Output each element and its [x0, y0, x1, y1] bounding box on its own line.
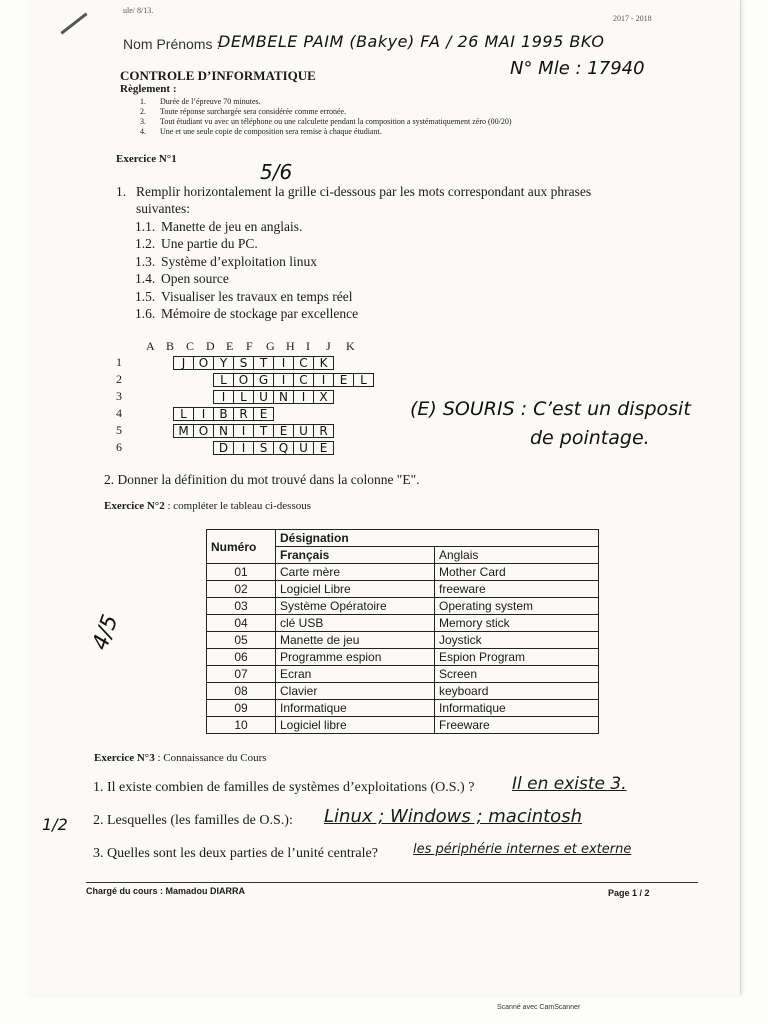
grid-cell: Q	[273, 441, 294, 455]
grid-cell: L	[213, 373, 234, 387]
cell-fr: Programme espion	[276, 649, 435, 666]
grid-row-number: 1	[116, 355, 122, 369]
grid-cell: T	[253, 424, 274, 438]
reglement-item-1: 1. Durée de l’épreuve 70 minutes.	[140, 97, 261, 106]
cell-num: 05	[207, 632, 276, 649]
grid-cell: E	[273, 424, 294, 438]
ex2-title: Exercice N°2	[104, 500, 165, 512]
vocab-table	[206, 529, 599, 734]
grid-cell: G	[253, 373, 274, 387]
cell-num: 06	[207, 649, 276, 666]
ex1-item-5: 1.5. Visualiser les travaux en temps réel	[135, 289, 353, 304]
ex1-item-4: 1.4. Open source	[135, 271, 229, 286]
cell-num: 02	[207, 581, 276, 598]
table-row	[207, 666, 599, 683]
grid-cell: I	[273, 356, 294, 370]
footer-divider	[86, 882, 698, 883]
cell-en: keyboard	[435, 683, 599, 700]
grid-column-label: G	[266, 339, 275, 353]
table-row	[207, 615, 599, 632]
cell-fr: Manette de jeu	[276, 632, 435, 649]
grid-column-label: A	[146, 339, 155, 353]
grid-cell: N	[273, 390, 294, 404]
table-row	[207, 598, 599, 615]
grid-cell: I	[193, 407, 214, 421]
name-value: DEMBELE PAIM (Bakye) FA / 26 MAI 1995 BKO	[218, 32, 605, 51]
ex1-grade: 5/6	[260, 160, 293, 184]
cell-num: 08	[207, 683, 276, 700]
cell-num: 03	[207, 598, 276, 615]
reglement-item-3: 3. Tout étudiant vu avec un téléphone ou une calculette pendant la composition a systématiquement zéro (00/20)	[140, 117, 512, 126]
cell-en: freeware	[435, 581, 599, 598]
grid-cell: U	[253, 390, 274, 404]
footer-charge: Chargé du cours : Mamadou DIARRA	[86, 886, 246, 896]
cell-en: Joystick	[435, 632, 599, 649]
grid-row-number: 2	[116, 372, 122, 386]
grid-cell: S	[253, 441, 274, 455]
grid-cell: D	[213, 441, 234, 455]
grid-cell: T	[253, 356, 274, 370]
cell-en: Operating system	[435, 598, 599, 615]
grid-cell: R	[233, 407, 254, 421]
table-row	[207, 649, 599, 666]
grid-column-label: J	[326, 339, 331, 353]
ex1-item-3: 1.3. Système d’exploitation linux	[135, 254, 317, 269]
grid-cell: S	[233, 356, 254, 370]
grid-row	[214, 441, 334, 455]
table-row	[207, 632, 599, 649]
cell-fr: clé USB	[276, 615, 435, 632]
ex3-q3: 3. Quelles sont les deux parties de l’unité centrale?	[93, 846, 378, 861]
grid-row	[174, 424, 334, 438]
grid-row-number: 5	[116, 423, 122, 437]
cell-fr: Informatique	[276, 700, 435, 717]
reglement-label: Règlement :	[120, 83, 177, 95]
vocab-table-body	[207, 564, 599, 734]
ex2-margin-grade: 4/5	[87, 611, 124, 654]
grid-cell: O	[193, 356, 214, 370]
table-header-row	[207, 530, 599, 547]
matricule-value: N° Mle : 17940	[510, 58, 645, 79]
grid-cell: O	[193, 424, 214, 438]
grid-cell: N	[213, 424, 234, 438]
grid-cell: I	[233, 441, 254, 455]
table-row	[207, 683, 599, 700]
ex3-title: Exercice N°3	[94, 752, 155, 764]
cell-num: 01	[207, 564, 276, 581]
reglement-item-4: 4. Une et une seule copie de composition sera remise à chaque étudiant.	[140, 127, 382, 136]
cell-fr: Ecran	[276, 666, 435, 683]
grid-cell: U	[293, 441, 314, 455]
table-row	[207, 700, 599, 717]
cell-en: Informatique	[435, 700, 599, 717]
ex1-q1: 1. Remplir horizontalement la grille ci-dessous par les mots correspondant aux phrases	[116, 184, 592, 199]
ex1-item-6: 1.6. Mémoire de stockage par excellence	[135, 306, 359, 321]
grid-cell: I	[313, 373, 334, 387]
grid-cell: J	[173, 356, 194, 370]
grid-column-label: D	[206, 339, 215, 353]
grid-cell: C	[293, 373, 314, 387]
ex3-a1: Il en existe 3.	[512, 774, 627, 794]
cell-fr: Système Opératoire	[276, 598, 435, 615]
grid-row	[214, 390, 334, 404]
scanner-watermark: Scanné avec CamScanner	[497, 1004, 581, 1011]
ex3-a3: les périphérie internes et externe	[413, 842, 632, 857]
footer-page: Page 1 / 2	[608, 888, 650, 898]
grid-cell: U	[293, 424, 314, 438]
ex3-q1: 1. Il existe combien de familles de systèmes d’exploitations (O.S.) ?	[93, 780, 475, 795]
grid-cell: L	[353, 373, 374, 387]
cell-num: 04	[207, 615, 276, 632]
grid-cell: M	[173, 424, 194, 438]
cell-fr: Logiciel Libre	[276, 581, 435, 598]
header-designation: Désignation	[276, 530, 599, 547]
grid-cell: L	[233, 390, 254, 404]
grid-cell: B	[213, 407, 234, 421]
ex2-subtitle: : compléter le tableau ci-dessous	[164, 500, 312, 512]
grid-column-label: F	[246, 339, 253, 353]
grid-row-number: 6	[116, 440, 122, 454]
grid-column-label: I	[306, 339, 310, 353]
grid-cell: E	[253, 407, 274, 421]
grid-column-label: K	[346, 339, 355, 353]
grid-cell: I	[213, 390, 234, 404]
grid-cell: X	[313, 390, 334, 404]
grid-column-label: C	[186, 339, 195, 353]
cell-fr: Carte mère	[276, 564, 435, 581]
header-top-left: ule/ 8/13.	[123, 6, 154, 15]
staple-mark	[60, 12, 87, 34]
cell-en: Screen	[435, 666, 599, 683]
table-row	[207, 717, 599, 734]
header-francais: Français	[276, 547, 435, 564]
cell-en: Freeware	[435, 717, 599, 734]
header-numero: Numéro	[207, 530, 276, 564]
header-anglais: Anglais	[435, 547, 599, 564]
cell-num: 10	[207, 717, 276, 734]
ex1-item-2: 1.2. Une partie du PC.	[135, 236, 258, 251]
grid-column-label: B	[166, 339, 175, 353]
ex3-q2: 2. Lesquelles (les familles de O.S.):	[93, 813, 293, 828]
exam-title: CONTROLE D’INFORMATIQUE	[120, 68, 316, 83]
ex1-definition-answer-line1: (E) SOURIS : C’est un disposit	[410, 398, 691, 420]
grid-cell: K	[313, 356, 334, 370]
grid-column-label: H	[286, 339, 295, 353]
table-row	[207, 564, 599, 581]
ex2-heading	[104, 500, 311, 512]
grid-cell: Y	[213, 356, 234, 370]
grid-cell: E	[333, 373, 354, 387]
grid-cell: I	[273, 373, 294, 387]
cell-fr: Logiciel libre	[276, 717, 435, 734]
grid-cell: E	[313, 441, 334, 455]
ex3-subtitle: : Connaissance du Cours	[154, 752, 267, 764]
grid-cell: L	[173, 407, 194, 421]
ex1-q1-cont: suivantes:	[136, 201, 190, 216]
cell-num: 07	[207, 666, 276, 683]
name-label: Nom Prénoms :	[123, 36, 221, 52]
grid-row	[214, 373, 374, 387]
cell-en: Memory stick	[435, 615, 599, 632]
cell-fr: Clavier	[276, 683, 435, 700]
grid-cell: C	[293, 356, 314, 370]
ex3-heading	[94, 752, 267, 764]
ex1-definition-answer-line2: de pointage.	[530, 427, 650, 449]
ex1-item-1: 1.1. Manette de jeu en anglais.	[135, 219, 303, 234]
grid-row	[174, 407, 274, 421]
grid-cell: I	[293, 390, 314, 404]
header-year: 2017 - 2018	[613, 14, 652, 23]
table-row	[207, 581, 599, 598]
exam-sheet	[28, 0, 741, 995]
ex1-q2: 2. Donner la définition du mot trouvé dans la colonne "E".	[104, 472, 420, 487]
cell-en: Mother Card	[435, 564, 599, 581]
ex1-title: Exercice N°1	[116, 153, 177, 165]
grid-cell: I	[233, 424, 254, 438]
cell-num: 09	[207, 700, 276, 717]
cell-en: Espion Program	[435, 649, 599, 666]
grid-row-number: 3	[116, 389, 122, 403]
grid-column-label: E	[226, 339, 234, 353]
ex3-a2: Linux ; Windows ; macintosh	[324, 806, 582, 827]
reglement-item-2: 2. Toute réponse surchargée sera considérée comme erronée.	[140, 107, 347, 116]
grid-cell: R	[313, 424, 334, 438]
grid-row-number: 4	[116, 406, 122, 420]
grid-row	[174, 356, 334, 370]
grid-cell: O	[233, 373, 254, 387]
ex3-margin-grade: 1/2	[42, 815, 68, 834]
